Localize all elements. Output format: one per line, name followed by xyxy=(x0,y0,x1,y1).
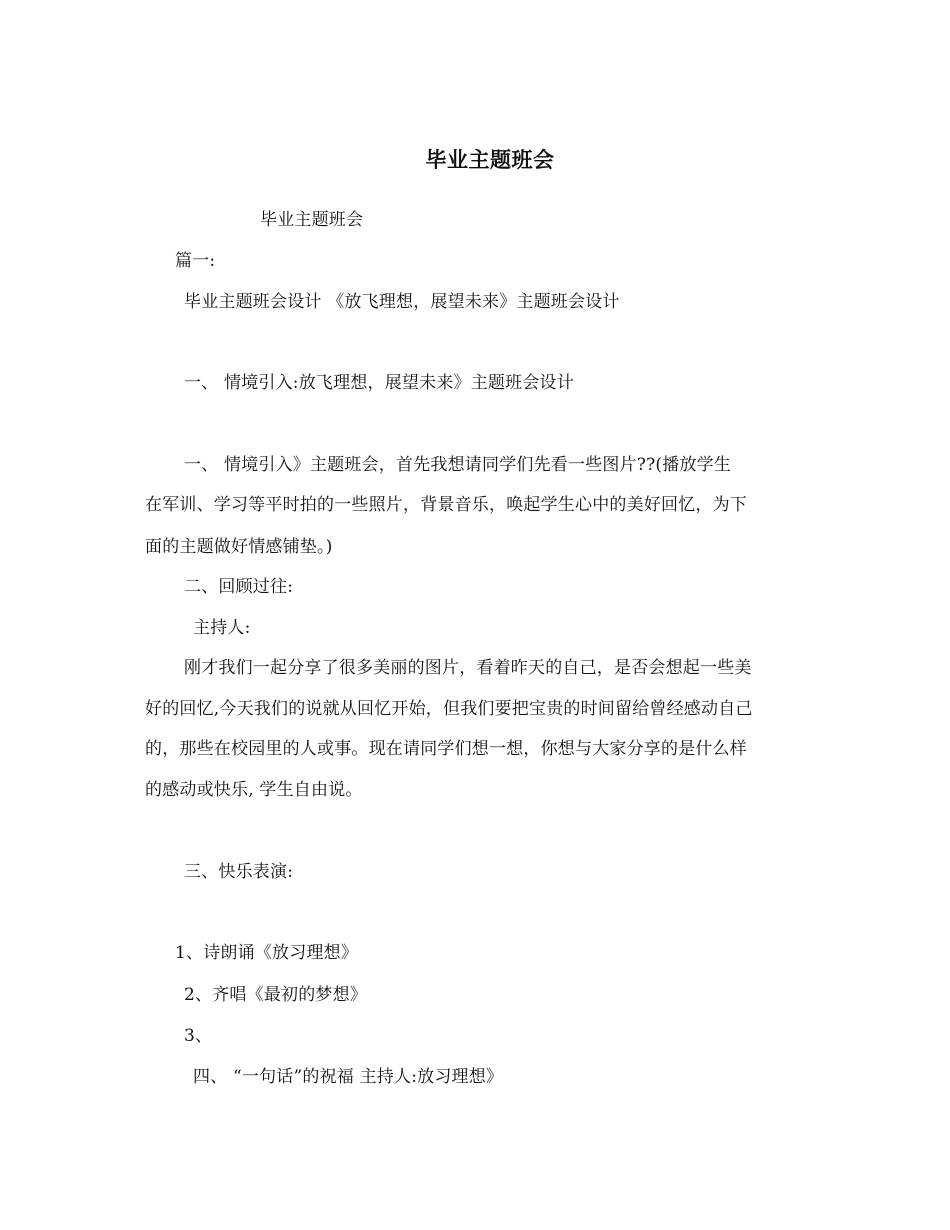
section-1-paragraph-line: 在军训、学习等平时拍的一些照片，背景音乐，唤起学生心中的美好回忆，为下 xyxy=(145,495,747,515)
part-label: 篇一: xyxy=(175,251,216,271)
section-1-paragraph-line: 一、 情境引入》主题班会，首先我想请同学们先看一些图片??(播放学生 xyxy=(184,455,732,475)
document-subtitle: 毕业主题班会 xyxy=(260,210,364,230)
section-2-paragraph-line: 的感动或快乐, 学生自由说。 xyxy=(145,780,363,800)
section-3-heading: 三、快乐表演: xyxy=(184,862,294,882)
section-1-heading: 一、 情境引入:放飞理想，展望未来》主题班会设计 xyxy=(184,373,574,393)
section-2-paragraph-line: 好的回忆,今天我们的说就从回忆开始，但我们要把宝贵的时间留给曾经感动自己 xyxy=(145,699,753,719)
section-1-paragraph-line: 面的主题做好情感铺垫。) xyxy=(145,537,333,557)
performance-item: 3、 xyxy=(184,1026,213,1046)
design-title: 毕业主题班会设计 《放飞理想，展望未来》主题班会设计 xyxy=(184,292,620,312)
section-2-paragraph-line: 的，那些在校园里的人或事。现在请同学们想一想，你想与大家分享的是什么样 xyxy=(145,739,747,759)
section-2-paragraph-line: 刚才我们一起分享了很多美丽的图片，看着昨天的自己，是否会想起一些美 xyxy=(184,658,752,678)
section-2-heading: 二、回顾过往: xyxy=(184,577,294,597)
performance-item: 1、诗朗诵《放习理想》 xyxy=(175,943,359,963)
host-label: 主持人: xyxy=(193,618,251,638)
section-4-heading: 四、 “一句话”的祝福 主持人:放习理想》 xyxy=(193,1067,504,1087)
document-title: 毕业主题班会 xyxy=(425,148,555,172)
performance-item: 2、齐唱《最初的梦想》 xyxy=(184,985,368,1005)
